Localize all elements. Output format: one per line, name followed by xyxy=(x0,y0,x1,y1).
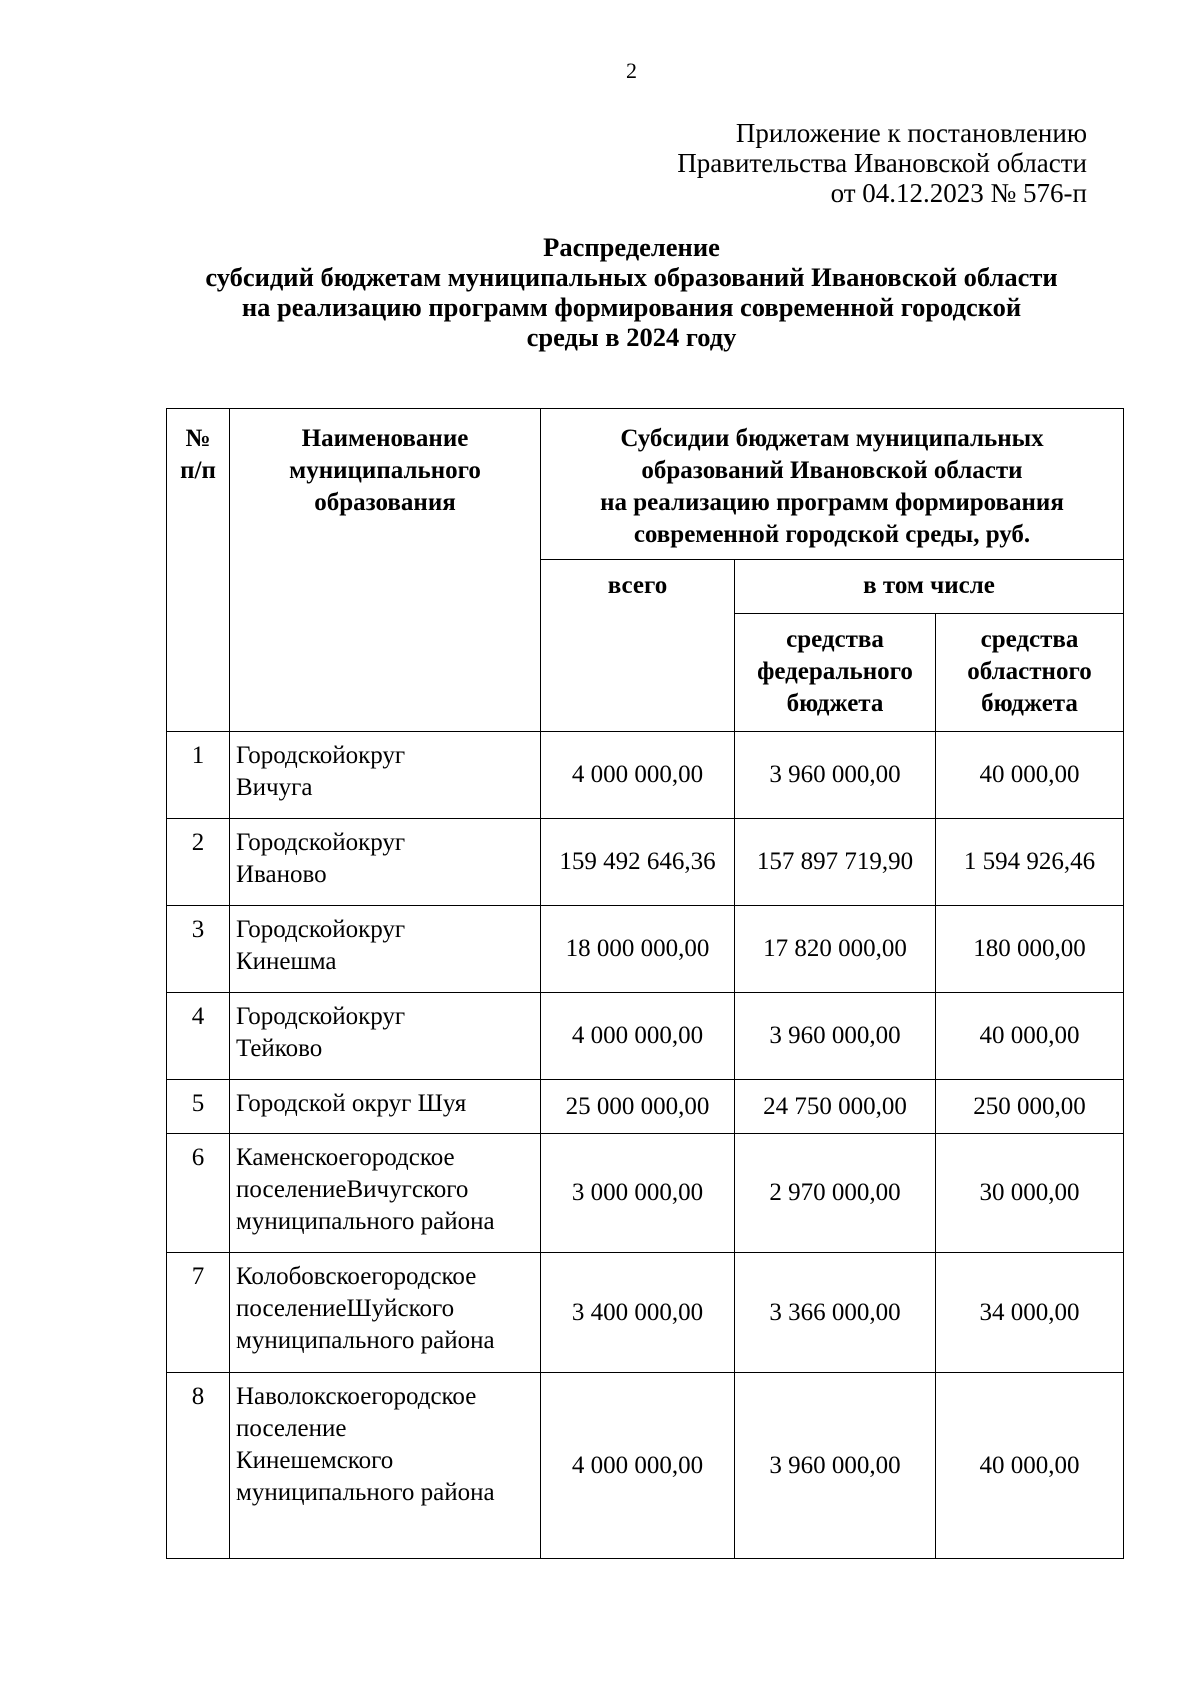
table-row xyxy=(167,1134,1124,1253)
row-number: 5 xyxy=(167,1080,230,1134)
appendix-line: Правительства Ивановской области xyxy=(677,148,1087,178)
municipality-name: Городской округ Шуя xyxy=(230,1080,541,1134)
document-title xyxy=(0,232,1200,352)
row-number: 1 xyxy=(167,732,230,819)
subsidy-table xyxy=(166,408,1124,1559)
total-value: 3 400 000,00 xyxy=(541,1253,735,1373)
municipality-name: Городскойокруг Вичуга xyxy=(230,732,541,819)
title-line: субсидий бюджетам муниципальных образований Ивановской области xyxy=(205,262,1058,292)
total-value: 159 492 646,36 xyxy=(541,819,735,906)
regional-value: 30 000,00 xyxy=(936,1134,1124,1253)
total-value: 4 000 000,00 xyxy=(541,993,735,1080)
appendix-line: от 04.12.2023 № 576-п xyxy=(830,178,1087,208)
appendix-line: Приложение к постановлению xyxy=(735,118,1087,148)
regional-value: 40 000,00 xyxy=(936,1373,1124,1559)
federal-value: 2 970 000,00 xyxy=(735,1134,936,1253)
row-number: 6 xyxy=(167,1134,230,1253)
total-value: 3 000 000,00 xyxy=(541,1134,735,1253)
page-number: 2 xyxy=(626,58,637,83)
federal-value: 3 960 000,00 xyxy=(735,1373,936,1559)
municipality-name: Городскойокруг Тейково xyxy=(230,993,541,1080)
regional-value: 250 000,00 xyxy=(936,1080,1124,1134)
regional-value: 40 000,00 xyxy=(936,732,1124,819)
municipality-name: Колобовскоегородское поселениеШуйского муниципального района xyxy=(230,1253,541,1373)
header-name: Наименование муниципального образования xyxy=(230,409,541,732)
regional-value: 180 000,00 xyxy=(936,906,1124,993)
header-regional: средства областного бюджета xyxy=(936,614,1124,732)
total-value: 4 000 000,00 xyxy=(541,732,735,819)
row-number: 3 xyxy=(167,906,230,993)
title-line: среды в 2024 году xyxy=(526,322,737,352)
table-row xyxy=(167,1373,1124,1559)
municipality-name: Каменскоегородское поселениеВичугского муниципального района xyxy=(230,1134,541,1253)
title-line: Распределение xyxy=(543,232,720,262)
row-number: 7 xyxy=(167,1253,230,1373)
regional-value: 34 000,00 xyxy=(936,1253,1124,1373)
header-including: в том числе xyxy=(735,560,1124,614)
row-number: 4 xyxy=(167,993,230,1080)
appendix-reference xyxy=(677,118,1087,208)
municipality-name: Наволокскоегородское поселение Кинешемского муниципального района xyxy=(230,1373,541,1559)
regional-value: 40 000,00 xyxy=(936,993,1124,1080)
total-value: 4 000 000,00 xyxy=(541,1373,735,1559)
header-num: № п/п xyxy=(167,409,230,732)
row-number: 2 xyxy=(167,819,230,906)
table-row xyxy=(167,1253,1124,1373)
table-row xyxy=(167,819,1124,906)
table-row xyxy=(167,906,1124,993)
header-subsidies: Субсидии бюджетам муниципальных образований Ивановской области на реализацию программ формирования современной городской среды, руб. xyxy=(541,409,1124,560)
total-value: 18 000 000,00 xyxy=(541,906,735,993)
header-total: всего xyxy=(541,560,735,732)
table-row xyxy=(167,993,1124,1080)
table-row xyxy=(167,1080,1124,1134)
header-federal: средства федерального бюджета xyxy=(735,614,936,732)
federal-value: 24 750 000,00 xyxy=(735,1080,936,1134)
title-line: на реализацию программ формирования современной городской xyxy=(241,292,1022,322)
total-value: 25 000 000,00 xyxy=(541,1080,735,1134)
federal-value: 17 820 000,00 xyxy=(735,906,936,993)
municipality-name: Городскойокруг Иваново xyxy=(230,819,541,906)
federal-value: 157 897 719,90 xyxy=(735,819,936,906)
federal-value: 3 960 000,00 xyxy=(735,993,936,1080)
table-row xyxy=(167,732,1124,819)
municipality-name: Городскойокруг Кинешма xyxy=(230,906,541,993)
row-number: 8 xyxy=(167,1373,230,1559)
federal-value: 3 366 000,00 xyxy=(735,1253,936,1373)
federal-value: 3 960 000,00 xyxy=(735,732,936,819)
regional-value: 1 594 926,46 xyxy=(936,819,1124,906)
